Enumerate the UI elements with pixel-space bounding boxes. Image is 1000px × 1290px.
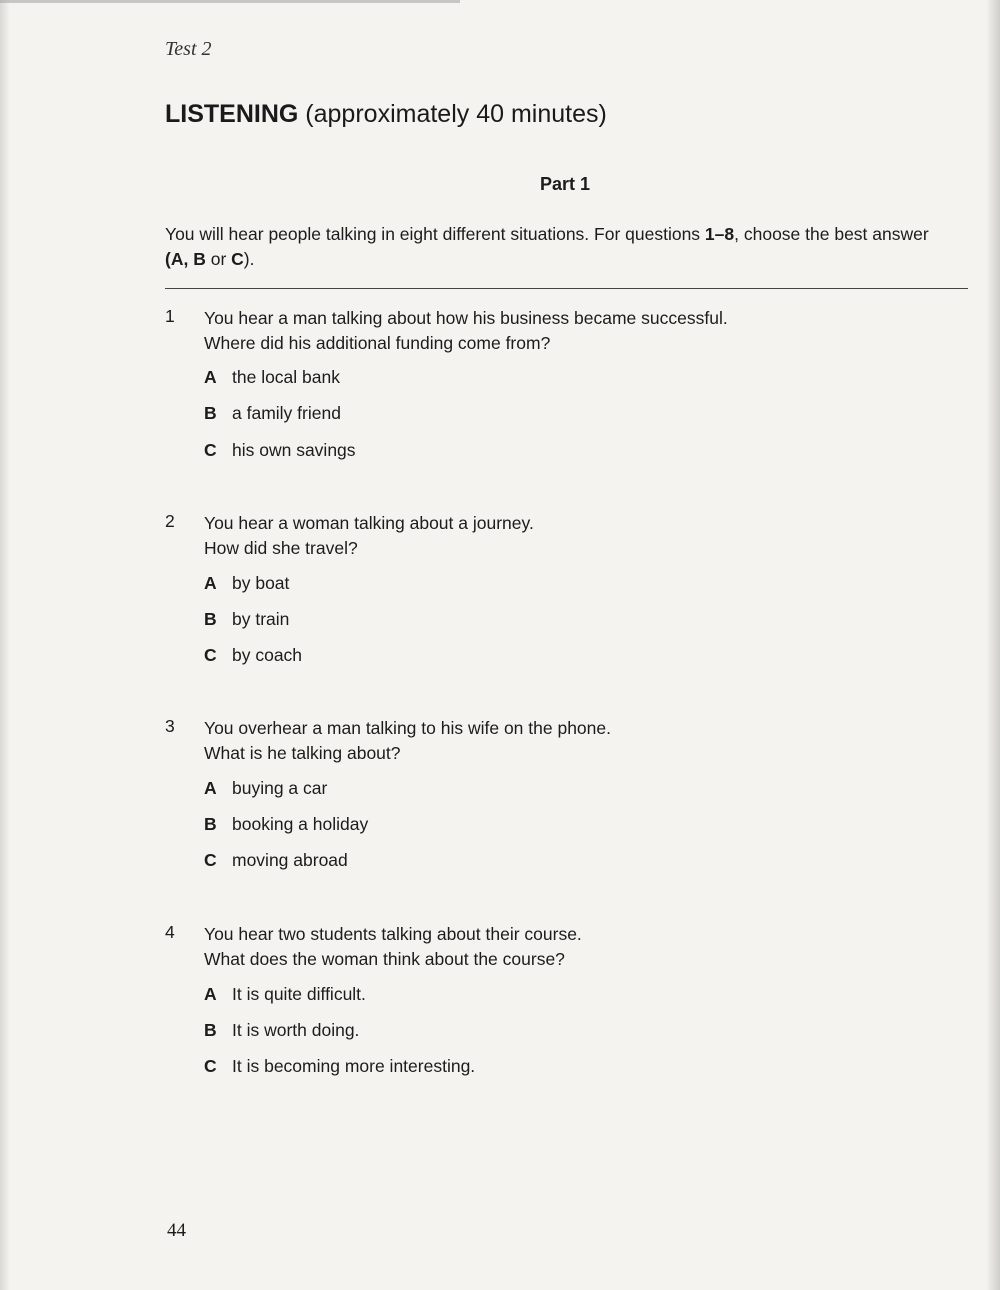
question-prompt [204, 922, 944, 972]
option-b[interactable] [204, 403, 341, 424]
divider-rule [165, 288, 968, 289]
option-text: buying a car [232, 778, 328, 798]
instructions-text-middle: , choose the best answer [734, 224, 929, 244]
question-number: 1 [165, 306, 175, 326]
option-letter: C [204, 850, 217, 870]
option-letter: A [204, 778, 217, 798]
option-a[interactable] [204, 778, 327, 799]
option-a[interactable] [204, 984, 366, 1005]
option-text: by coach [232, 645, 303, 665]
option-letter: C [204, 645, 217, 665]
option-text: It is quite difficult. [232, 984, 366, 1004]
option-text: the local bank [232, 367, 340, 387]
option-letter: B [204, 609, 217, 629]
option-text: booking a holiday [232, 814, 369, 834]
running-head: Test 2 [165, 38, 212, 60]
option-c[interactable] [204, 1056, 475, 1077]
option-c[interactable] [204, 440, 356, 461]
option-a[interactable] [204, 573, 289, 594]
question-prompt-line2: Where did his additional funding come from? [204, 333, 551, 353]
instructions-range: 1–8 [704, 224, 735, 244]
instructions-letter-b: B [193, 249, 206, 269]
option-letter: B [204, 814, 217, 834]
instructions-comma: , [183, 249, 194, 269]
section-title-duration: (approximately 40 minutes) [305, 100, 607, 128]
section-title [165, 100, 607, 129]
section-title-bold: LISTENING [165, 100, 299, 128]
question-prompt-line2: What does the woman think about the course? [204, 949, 565, 969]
option-letter: A [204, 573, 217, 593]
option-b[interactable] [204, 814, 368, 835]
option-a[interactable] [204, 367, 340, 388]
question-prompt-line2: What is he talking about? [204, 743, 401, 763]
question-number: 4 [165, 922, 175, 942]
question-prompt-line2: How did she travel? [204, 538, 358, 558]
question-prompt [204, 511, 944, 561]
instructions-paren-open: ( [165, 249, 171, 269]
option-b[interactable] [204, 1020, 359, 1041]
instructions-letter-c: C [231, 249, 244, 269]
question-number: 2 [165, 511, 175, 531]
part-title: Part 1 [539, 174, 591, 194]
question-prompt-line1: You hear a man talking about how his business became successful. [204, 308, 728, 328]
option-c[interactable] [204, 850, 348, 871]
option-letter: B [204, 403, 217, 423]
option-letter: A [204, 367, 217, 387]
option-c[interactable] [204, 645, 302, 666]
option-text: It is worth doing. [232, 1020, 360, 1040]
page-number: 44 [167, 1220, 186, 1241]
option-text: his own savings [232, 440, 356, 460]
option-text: It is becoming more interesting. [232, 1056, 476, 1076]
option-text: by boat [232, 573, 290, 593]
instructions-text-start: You will hear people talking in eight different situations. For questions [165, 224, 705, 244]
instructions-or: or [205, 249, 232, 269]
question-prompt [204, 306, 944, 356]
question-number: 3 [165, 716, 175, 736]
question-prompt-line1: You overhear a man talking to his wife on the phone. [204, 718, 611, 738]
option-letter: A [204, 984, 217, 1004]
instructions-paren-close: ). [243, 249, 255, 269]
instructions-letter-a: A [170, 249, 184, 269]
option-text: moving abroad [232, 850, 348, 870]
instructions [165, 222, 975, 272]
option-letter: C [204, 1056, 217, 1076]
question-prompt-line1: You hear a woman talking about a journey. [204, 513, 534, 533]
option-letter: B [204, 1020, 217, 1040]
scan-edge-top [0, 0, 460, 3]
option-text: by train [232, 609, 290, 629]
option-b[interactable] [204, 609, 289, 630]
option-letter: C [204, 440, 217, 460]
option-text: a family friend [232, 403, 341, 423]
question-prompt-line1: You hear two students talking about their course. [204, 924, 582, 944]
question-prompt [204, 716, 944, 766]
